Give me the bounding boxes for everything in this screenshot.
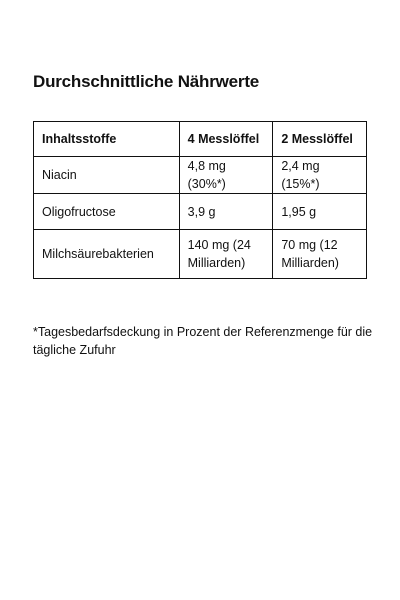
- value-2-scoops: 2,4 mg (15%*): [273, 157, 367, 194]
- value-4-scoops: 140 mg (24 Milliarden): [179, 230, 273, 279]
- value-2-scoops: 1,95 g: [273, 194, 367, 230]
- table-header-row: [34, 122, 367, 157]
- value-4-scoops: 3,9 g: [179, 194, 273, 230]
- header-4-scoops: 4 Messlöffel: [179, 122, 273, 157]
- value-2-scoops: 70 mg (12 Milliarden): [273, 230, 367, 279]
- ingredient-name: Milchsäurebakterien: [34, 230, 180, 279]
- footnote: *Tagesbedarfsdeckung in Prozent der Referenzmenge für die tägliche Zufuhr: [33, 325, 373, 357]
- ingredient-name: Oligofructose: [34, 194, 180, 230]
- page-title: Durchschnittliche Nährwerte: [33, 72, 260, 91]
- header-ingredients: Inhaltsstoffe: [34, 122, 180, 157]
- nutrition-table: [33, 121, 367, 279]
- table-row: [34, 157, 367, 194]
- table-row: [34, 230, 367, 279]
- header-2-scoops: 2 Messlöffel: [273, 122, 367, 157]
- value-4-scoops: 4,8 mg (30%*): [179, 157, 273, 194]
- table-row: [34, 194, 367, 230]
- ingredient-name: Niacin: [34, 157, 180, 194]
